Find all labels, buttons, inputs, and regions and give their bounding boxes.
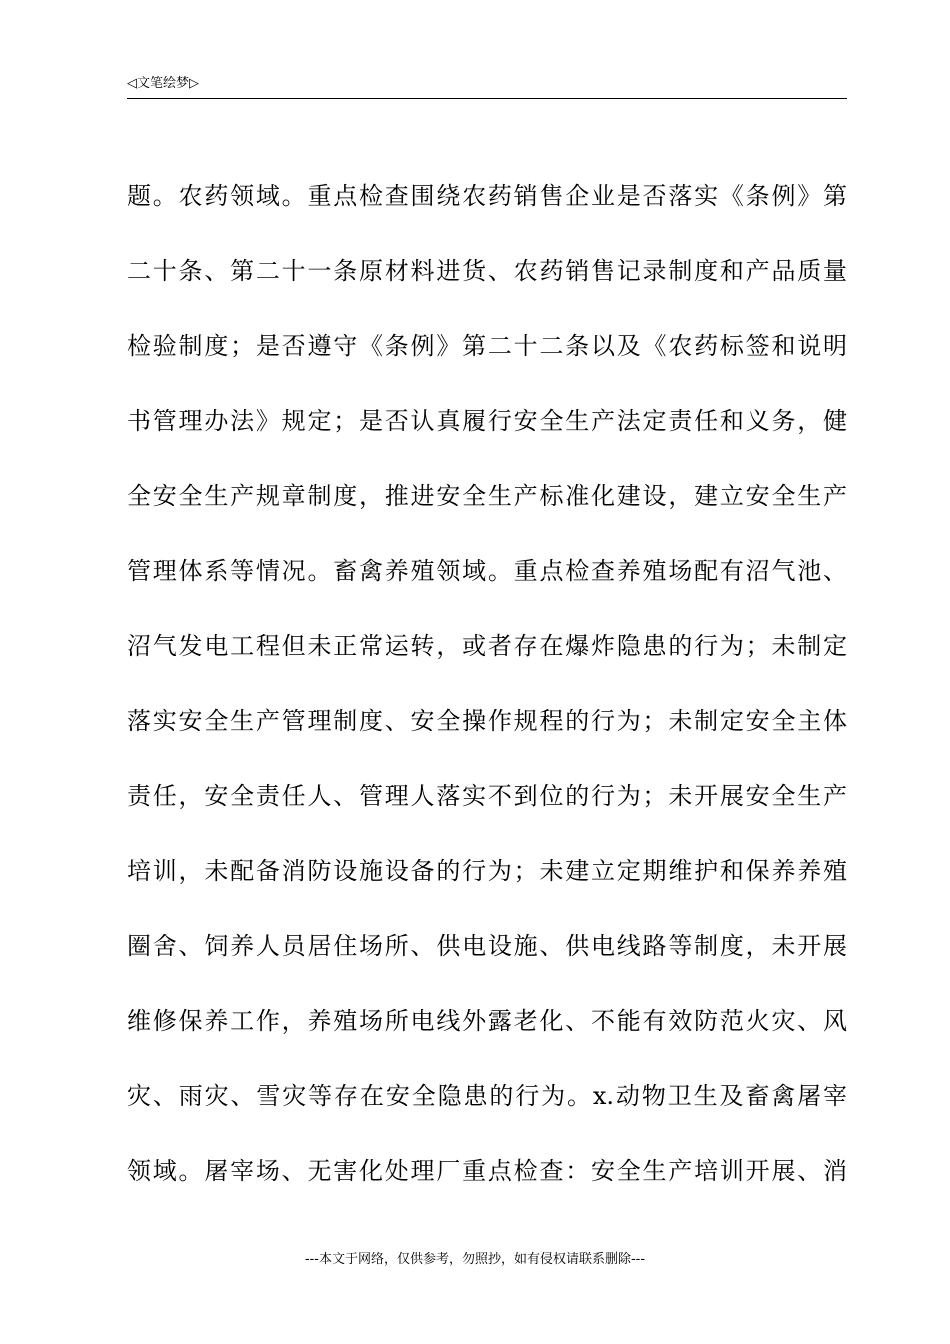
body-line: 培训，未配备消防设施设备的行为；未建立定期维护和保养养殖 <box>127 857 847 885</box>
body-line: 灾、雨灾、雪灾等存在安全隐患的行为。x.动物卫生及畜禽屠宰 <box>127 1082 847 1110</box>
header-logo-text: ◁文笔绘梦▷ <box>127 76 199 91</box>
body-line: 领域。屠宰场、无害化处理厂重点检查：安全生产培训开展、消 <box>127 1157 847 1185</box>
body-line: 检验制度；是否遵守《条例》第二十二条以及《农药标签和说明 <box>127 332 847 360</box>
body-line: 全安全生产规章制度，推进安全生产标准化建设，建立安全生产 <box>127 482 847 510</box>
body-line: 二十条、第二十一条原材料进货、农药销售记录制度和产品质量 <box>127 257 847 285</box>
body-line: 题。农药领域。重点检查围绕农药销售企业是否落实《条例》第 <box>127 182 847 210</box>
body-line: 责任，安全责任人、管理人落实不到位的行为；未开展安全生产 <box>127 782 847 810</box>
document-body <box>127 168 847 1209</box>
page-footer-notice: ---本文于网络，仅供参考，勿照抄，如有侵权请联系删除--- <box>304 1252 646 1267</box>
body-line: 维修保养工作，养殖场所电线外露老化、不能有效防范火灾、风 <box>127 1007 847 1035</box>
body-line: 书管理办法》规定；是否认真履行安全生产法定责任和义务，健 <box>127 407 847 435</box>
body-line: 圈舍、饲养人员居住场所、供电设施、供电线路等制度，未开展 <box>127 932 847 960</box>
body-line: 落实安全生产管理制度、安全操作规程的行为；未制定安全主体 <box>127 707 847 735</box>
body-line: 沼气发电工程但未正常运转，或者存在爆炸隐患的行为；未制定 <box>127 632 847 660</box>
page-header <box>127 72 847 99</box>
body-line: 管理体系等情况。畜禽养殖领域。重点检查养殖场配有沼气池、 <box>127 557 847 585</box>
